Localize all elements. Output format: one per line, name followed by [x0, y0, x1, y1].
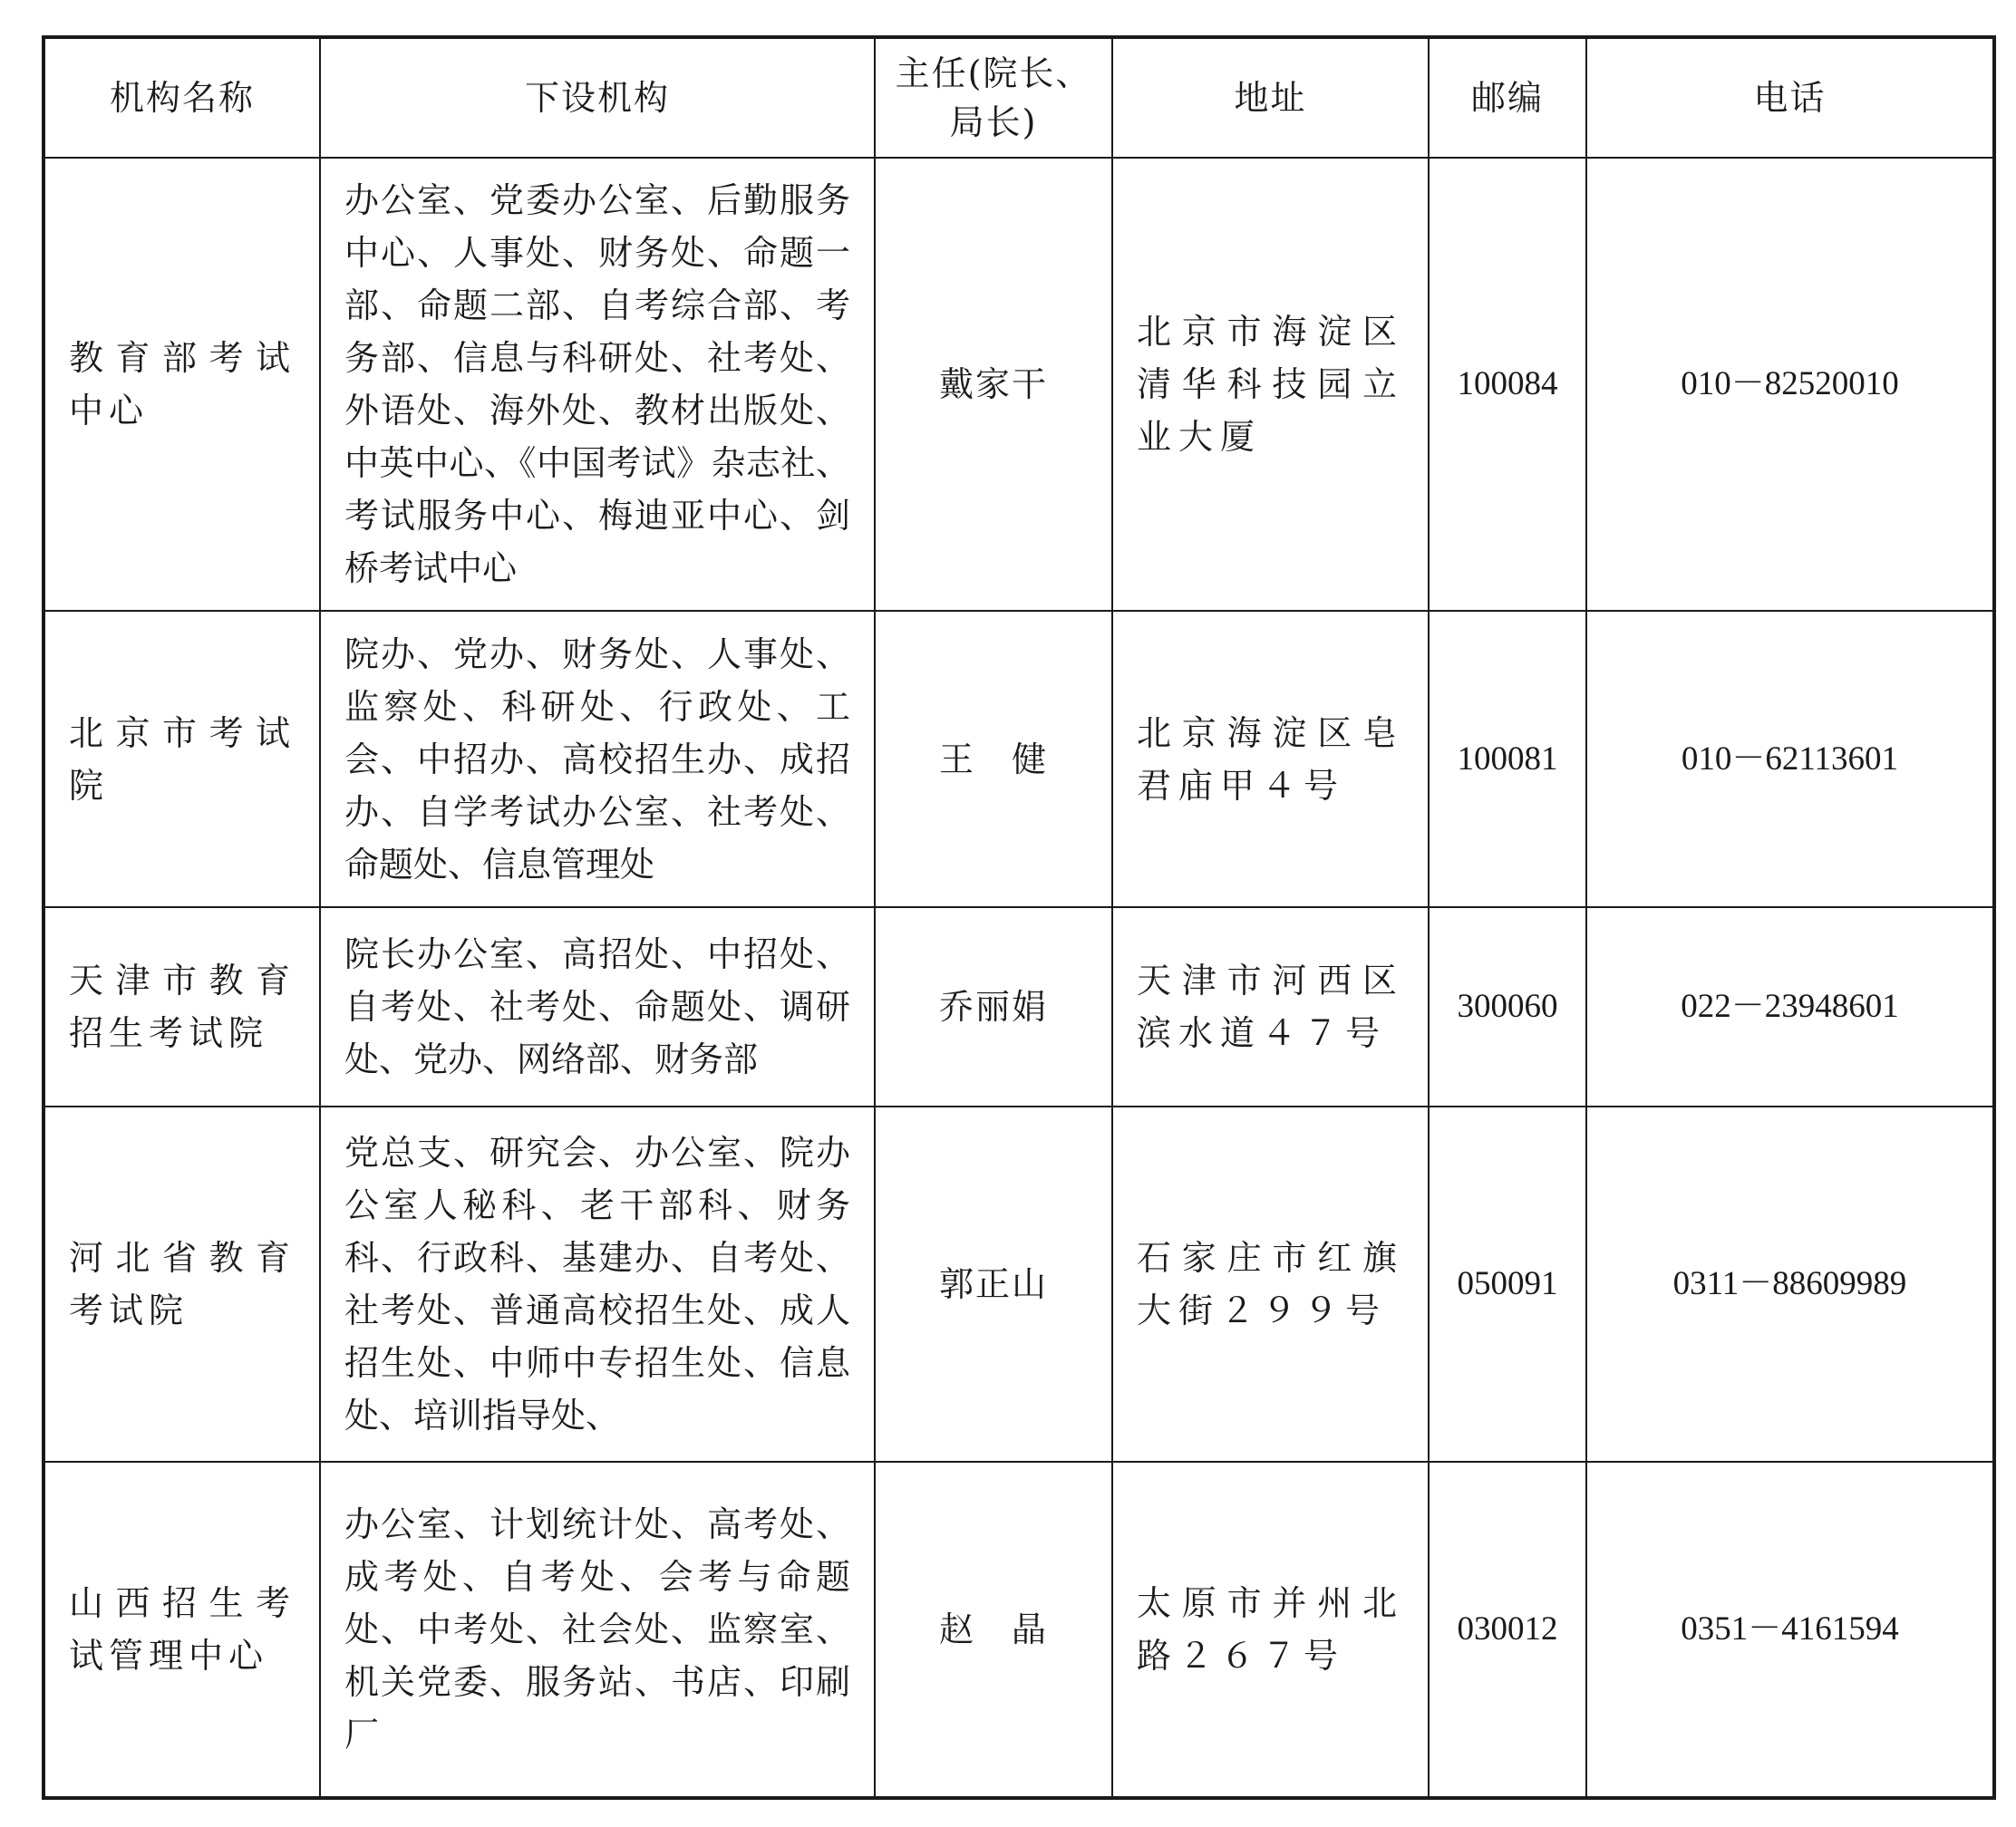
cell-director: 王 健 — [875, 611, 1112, 907]
cell-postcode: 030012 — [1429, 1462, 1586, 1798]
cell-phone: 022－23948601 — [1586, 907, 1994, 1107]
institutions-table — [42, 35, 1996, 1800]
cell-subs: 院办、党办、财务处、人事处、监察处、科研处、行政处、工会、中招办、高校招生办、成招办、自学考试办公室、社考处、命题处、信息管理处 — [320, 611, 875, 907]
cell-name: 北京市考试院 — [44, 611, 320, 907]
header-subs: 下设机构 — [320, 37, 875, 158]
cell-director: 赵 晶 — [875, 1462, 1112, 1798]
cell-phone: 0351－4161594 — [1586, 1462, 1994, 1798]
cell-postcode: 100084 — [1429, 158, 1586, 611]
table-row — [44, 1107, 1994, 1462]
cell-name: 山西招生考试管理中心 — [44, 1462, 320, 1798]
cell-address: 天津市河西区滨水道４７号 — [1112, 907, 1429, 1107]
cell-postcode: 300060 — [1429, 907, 1586, 1107]
cell-director: 郭正山 — [875, 1107, 1112, 1462]
header-row — [44, 37, 1994, 158]
header-postcode: 邮编 — [1429, 37, 1586, 158]
header-phone: 电话 — [1586, 37, 1994, 158]
header-address: 地址 — [1112, 37, 1429, 158]
cell-name: 教育部考试中心 — [44, 158, 320, 611]
cell-director: 戴家干 — [875, 158, 1112, 611]
cell-address: 石家庄市红旗大街２９９号 — [1112, 1107, 1429, 1462]
cell-address: 北京市海淀区清华科技园立业大厦 — [1112, 158, 1429, 611]
header-director: 主任(院长、局长) — [875, 37, 1112, 158]
cell-phone: 0311－88609989 — [1586, 1107, 1994, 1462]
table-row — [44, 611, 1994, 907]
cell-phone: 010－82520010 — [1586, 158, 1994, 611]
cell-address: 太原市并州北路２６７号 — [1112, 1462, 1429, 1798]
cell-director: 乔丽娟 — [875, 907, 1112, 1107]
cell-postcode: 100081 — [1429, 611, 1586, 907]
cell-subs: 办公室、计划统计处、高考处、成考处、自考处、会考与命题处、中考处、社会处、监察室、机关党委、服务站、书店、印刷厂 — [320, 1462, 875, 1798]
cell-name: 河北省教育考试院 — [44, 1107, 320, 1462]
table-row — [44, 1462, 1994, 1798]
cell-name: 天津市教育招生考试院 — [44, 907, 320, 1107]
table-row — [44, 907, 1994, 1107]
cell-postcode: 050091 — [1429, 1107, 1586, 1462]
cell-subs: 办公室、党委办公室、后勤服务中心、人事处、财务处、命题一部、命题二部、自考综合部、考务部、信息与科研处、社考处、外语处、海外处、教材出版处、中英中心、《中国考试》杂志社、考试服务中心、梅迪亚中心、剑桥考试中心 — [320, 158, 875, 611]
table-row — [44, 158, 1994, 611]
cell-phone: 010－62113601 — [1586, 611, 1994, 907]
cell-subs: 党总支、研究会、办公室、院办公室人秘科、老干部科、财务科、行政科、基建办、自考处、社考处、普通高校招生处、成人招生处、中师中专招生处、信息处、培训指导处、 — [320, 1107, 875, 1462]
header-name: 机构名称 — [44, 37, 320, 158]
cell-address: 北京海淀区皂君庙甲４号 — [1112, 611, 1429, 907]
cell-subs: 院长办公室、高招处、中招处、自考处、社考处、命题处、调研处、党办、网络部、财务部 — [320, 907, 875, 1107]
